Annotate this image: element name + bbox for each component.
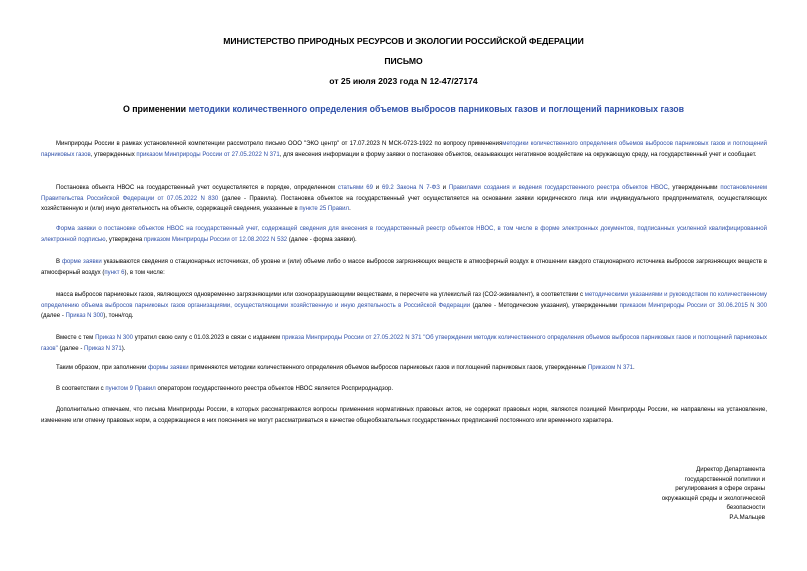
signatory-name: Р.А.Мальцев [729, 513, 765, 521]
text: Дополнительно отмечаем, что письма Минприроды России, в которых рассматриваются вопросы применения нормативных правовых актов, не содержат правовых норм, являются позицией Минприроды России, не направлены на установление, изменение или отмену правовых норм, а содержащиеся в них пояснения не могут рассматриваться в качестве общеобязательных государственных предписаний постоянного или временного характера. [41, 407, 767, 424]
text: Минприроды России в рамках установленной компетенции рассмотрело письмо ООО "ЭКО центр" от 17.07.2023 N МСК-0723-1922 по вопросу применения [56, 141, 503, 147]
text: , утвержденными [667, 185, 721, 191]
text: ), в том числе: [124, 269, 165, 276]
link-order-532[interactable]: приказом Минприроды России от 12.08.2022 N 532 [143, 236, 288, 243]
link-clause-9[interactable]: пунктом 9 Правил [105, 386, 156, 392]
link-order-371[interactable]: приказом Минприроды России от 27.05.2022 N 371 [136, 151, 280, 158]
link-law-7fz[interactable]: 69.2 Закона N 7-ФЗ [381, 185, 440, 191]
link-form-ref[interactable]: формы заявки [148, 365, 189, 371]
link-government-decree-830[interactable]: постановлением Правительства Российской Федерации от 07.05.2022 N 830 [41, 185, 767, 202]
text: (далее - Методические указания), утвержденными [470, 302, 620, 309]
text: Вместе с тем [56, 335, 96, 341]
document-type: ПИСЬМО [384, 56, 423, 66]
link-order-371-ref[interactable]: Приказом N 371 [587, 365, 634, 371]
text: утратил свою силу с 01.03.2023 в связи с изданием [132, 335, 282, 341]
subject-link[interactable]: методики количественного определения объемов выбросов парниковых газов и поглощений парниковых газов [188, 104, 685, 114]
link-methodical-guidelines[interactable]: методическими указаниями и руководством по количественному определению объема выбросов парниковых газов организациями, осуществляющими хозяйственную и иную деятельность в Российской Федерации [41, 292, 768, 309]
text: . [633, 365, 635, 371]
link-article-69[interactable]: статьями 69 [337, 185, 374, 191]
signature-block [585, 465, 765, 522]
link-registry-rules[interactable]: Правилами создания и ведения государственного реестра объектов НВОС [448, 185, 668, 191]
link-methodology[interactable]: методики количественного определения объемов выбросов парниковых газов и поглощений парниковых газов [41, 141, 767, 158]
text: ). [121, 345, 126, 352]
text: (далее - [41, 313, 66, 320]
text: (далее - Правила). Постановка объектов на государственный учет осуществляется на основании заявки юридического лица или индивидуального предпринимателя, осуществляющих хозяйственную и (или) иную деятельность на объекте, содержащей сведения, указанные в [41, 195, 767, 213]
text: В соответствии с [56, 386, 106, 392]
signature-title-line: окружающей среды и экологической [661, 494, 765, 502]
text: Постановка объекта НВОС на государственный учет осуществляется в порядке, определенном [56, 185, 338, 191]
text: В [56, 259, 62, 265]
subject-prefix: О применении [122, 104, 189, 114]
paragraph-5 [41, 290, 767, 322]
link-clause-25[interactable]: пункте 25 Правил [299, 206, 350, 213]
link-order-300[interactable]: приказом Минприроды России от 30.06.2015 N 300 [619, 302, 767, 309]
text: . [349, 206, 351, 213]
text: (далее - [57, 345, 85, 352]
paragraph-9 [41, 405, 767, 426]
signature-title-line: государственной политики и [684, 475, 765, 483]
link-form[interactable]: форме заявки [61, 259, 102, 265]
text: ), тонн/год. [103, 313, 134, 320]
paragraph-2 [41, 183, 767, 215]
link-clause-6[interactable]: пункт 6 [104, 269, 125, 276]
paragraph-6 [41, 333, 767, 354]
text: Таким образом, при заполнении [56, 365, 149, 371]
text: , для внесения информации в форму заявки о постановке объектов, оказывающих негативное воздействие на окружающую среду, на государственный учет и сообщает. [279, 151, 757, 158]
text: масса выбросов парниковых газов, являющихся одновременно загрязняющими или озоноразрушающими веществами, в пересчете на углекислый газ (CO2-эквивалент), в соответствии с [56, 292, 585, 298]
link-order-371-short[interactable]: Приказ N 371 [84, 345, 122, 352]
text: указываются сведения о стационарных источниках, об уровне и (или) объеме либо о массе выбросов загрязняющих веществ в атмосферный воздух в отношении каждого стационарного источника выбросов загрязняющих веществ в атмосферный воздух ( [41, 259, 768, 276]
ministry-title: МИНИСТЕРСТВО ПРИРОДНЫХ РЕСУРСОВ И ЭКОЛОГИИ РОССИЙСКОЙ ФЕДЕРАЦИИ [223, 36, 584, 46]
text: (далее - форма заявки). [287, 236, 357, 243]
text: оператором государственного реестра объектов НВОС является Росприроднадзор. [155, 386, 394, 392]
link-order-300-short[interactable]: Приказ N 300 [65, 313, 104, 320]
text: , утверждена [105, 236, 144, 243]
signature-title-line: безопасности [726, 504, 765, 511]
paragraph-8 [41, 384, 767, 395]
text: и [439, 185, 449, 191]
signature-title-line: регулирования в сфере охраны [675, 485, 765, 492]
document-date-number: от 25 июля 2023 года N 12-47/27174 [329, 76, 478, 86]
text: и [373, 185, 382, 191]
link-order-371-full[interactable]: приказа Минприроды России от 27.05.2022 N 371 "Об утверждении методик количественного определения объемов выбросов парниковых газов и поглощений парниковых газов" [41, 335, 767, 352]
link-order-300-ref[interactable]: Приказ N 300 [95, 335, 133, 341]
paragraph-1 [41, 139, 767, 160]
paragraph-4 [41, 257, 767, 278]
paragraph-7 [41, 363, 767, 374]
document-subject [0, 104, 807, 114]
text: , утвержденных [90, 151, 137, 158]
signature-title-line: Директор Департамента [696, 466, 765, 473]
link-application-form[interactable]: Форма заявки о постановке объектов НВОС на государственный учет, содержащей сведения для внесения в государственный реестр объектов НВОС, в том числе в форме электронных документов, подписанных усиленной квалифицированной электронной подписью [41, 226, 767, 243]
text: применяются методики количественного определения объемов выбросов парниковых газов и поглощений парниковых газов, утвержденные [188, 365, 588, 371]
paragraph-3 [41, 224, 767, 245]
